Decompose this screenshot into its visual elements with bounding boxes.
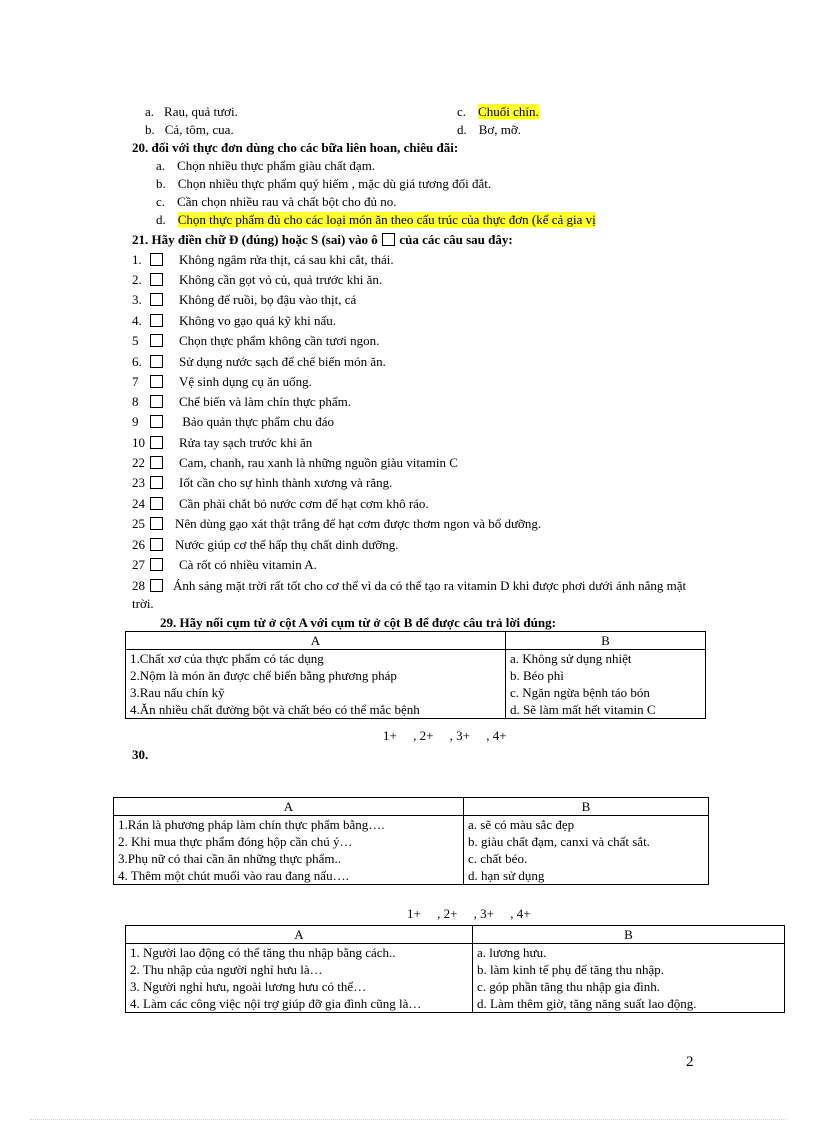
answer-checkbox[interactable] bbox=[150, 538, 163, 551]
q21-item: 1. Không ngâm rửa thịt, cá sau khi cắt, thái. bbox=[132, 252, 394, 267]
page-bottom-divider bbox=[30, 1119, 786, 1120]
answer-checkbox[interactable] bbox=[150, 456, 163, 469]
q30-header-b: B bbox=[464, 798, 709, 816]
q19-option-d: d. Bơ, mỡ. bbox=[457, 122, 522, 137]
q21-item: 28 Ánh sáng mặt trời rất tốt cho cơ thể vì da có thể tạo ra vitamin D khi được phơi dưới ánh nắng mặt bbox=[132, 578, 687, 593]
q21-item: 23 Iốt cần cho sự hình thành xương và răng. bbox=[132, 475, 393, 490]
q21-item: 25 Nên dùng gạo xát thật trắng để hạt cơm được thơm ngon và bổ dưỡng. bbox=[132, 516, 542, 531]
highlighted-answer: Chọn thực phẩm đủ cho các loại món ăn theo cấu trúc của thực đơn (kể cả gia vị bbox=[177, 212, 596, 227]
checkbox-sample-icon bbox=[382, 233, 395, 246]
answer-checkbox[interactable] bbox=[150, 497, 163, 510]
q21-item: 22 Cam, chanh, rau xanh là những nguồn giàu vitamin C bbox=[132, 455, 458, 470]
answer-checkbox[interactable] bbox=[150, 355, 163, 368]
q30-cell-a: 1.Rán là phương pháp làm chín thực phẩm bằng…. 2. Khi mua thực phẩm đóng hộp cần chú ý… 3.Phụ nữ có thai cần ăn những thực phẩm.. 4. Thêm một chút muối vào rau đang nấu…. bbox=[114, 816, 464, 885]
q29-header-a: A bbox=[126, 632, 506, 650]
q21-item: 2. Không cần gọt vỏ củ, quả trước khi ăn. bbox=[132, 272, 383, 287]
q21-item: 7 Vệ sinh dụng cụ ăn uống. bbox=[132, 374, 312, 389]
q29-header-b: B bbox=[506, 632, 706, 650]
q21-item-28-continuation: trời. bbox=[132, 596, 154, 611]
q29-table bbox=[125, 631, 706, 719]
q30-cell-b: a. sẽ có màu sắc đẹp b. giàu chất đạm, canxi và chất sắt. c. chất béo. d. hạn sử dụng bbox=[464, 816, 709, 885]
q20-option-a: a. Chọn nhiều thực phẩm giàu chất đạm. bbox=[156, 158, 376, 173]
answer-checkbox[interactable] bbox=[150, 517, 163, 530]
q30-header-a: A bbox=[114, 798, 464, 816]
answer-checkbox[interactable] bbox=[150, 436, 163, 449]
q20-option-b: b. Chọn nhiều thực phẩm quý hiếm , mặc dù giá tương đối đắt. bbox=[156, 176, 492, 191]
answer-checkbox[interactable] bbox=[150, 334, 163, 347]
q29-cell-a: 1.Chất xơ của thực phẩm có tác dụng 2.Nộm là món ăn được chế biến bằng phương pháp 3.Rau nấu chín kỹ 4.Ăn nhiều chất đường bột và chất béo có thể mắc bệnh bbox=[126, 650, 506, 719]
q29-title: 29. Hãy nối cụm từ ở cột A với cụm từ ở cột B để được câu trả lời đúng: bbox=[160, 615, 556, 630]
q21-item: 10 Rửa tay sạch trước khi ăn bbox=[132, 435, 313, 450]
highlighted-answer: Chuối chín. bbox=[478, 104, 539, 119]
q21-item: 8 Chế biến và làm chín thực phẩm. bbox=[132, 394, 352, 409]
q21-item: 5 Chọn thực phẩm không cần tươi ngon. bbox=[132, 333, 380, 348]
q30-table bbox=[113, 797, 709, 885]
q21-title: 21. Hãy điền chữ Đ (đúng) hoặc S (sai) vào ô của các câu sau đây: bbox=[132, 232, 513, 247]
answer-checkbox[interactable] bbox=[150, 253, 163, 266]
q21-item: 26 Nước giúp cơ thể hấp thụ chất dinh dưỡng. bbox=[132, 537, 399, 552]
q29-answers[interactable]: 1+ , 2+ , 3+ , 4+ bbox=[383, 728, 507, 743]
q19-option-a: a. Rau, quả tươi. bbox=[145, 104, 238, 119]
q19-option-c: c. Chuối chín. bbox=[457, 104, 539, 119]
answer-checkbox[interactable] bbox=[150, 395, 163, 408]
q31-cell-b: a. lương hưu. b. làm kinh tế phụ để tăng thu nhập. c. góp phần tăng thu nhập gia đình. d. Làm thêm giờ, tăng năng suất lao động. bbox=[473, 944, 785, 1013]
q21-item: 24 Cần phải chắt bỏ nước cơm để hạt cơm khô ráo. bbox=[132, 496, 429, 511]
q29-cell-b: a. Không sử dụng nhiệt b. Béo phì c. Ngăn ngừa bệnh táo bón d. Sẽ làm mất hết vitamin C bbox=[506, 650, 706, 719]
answer-checkbox[interactable] bbox=[150, 415, 163, 428]
q31-cell-a: 1. Người lao động có thể tăng thu nhập bằng cách.. 2. Thu nhập của người nghỉ hưu là… 3. Người nghỉ hưu, ngoài lương hưu có thể… 4. Làm các công việc nội trợ giúp đỡ gia đình cũng là… bbox=[126, 944, 473, 1013]
q31-header-a: A bbox=[126, 926, 473, 944]
answer-checkbox[interactable] bbox=[150, 476, 163, 489]
answer-checkbox[interactable] bbox=[150, 375, 163, 388]
answer-checkbox[interactable] bbox=[150, 293, 163, 306]
q21-item: 4. Không vo gạo quá kỹ khi nấu. bbox=[132, 313, 337, 328]
q20-option-c: c. Cần chọn nhiều rau và chất bột cho đủ no. bbox=[156, 194, 397, 209]
q31-header-b: B bbox=[473, 926, 785, 944]
page-number: 2 bbox=[686, 1054, 694, 1070]
answer-checkbox[interactable] bbox=[150, 579, 163, 592]
q30-answers[interactable]: 1+ , 2+ , 3+ , 4+ bbox=[407, 906, 531, 921]
q31-table bbox=[125, 925, 785, 1013]
answer-checkbox[interactable] bbox=[150, 273, 163, 286]
q21-item: 3. Không để ruồi, bọ đậu vào thịt, cá bbox=[132, 292, 357, 307]
q20-option-d: d. Chọn thực phẩm đủ cho các loại món ăn theo cấu trúc của thực đơn (kể cả gia vị bbox=[156, 212, 596, 227]
q21-item: 9 Bảo quản thực phẩm chu đáo bbox=[132, 414, 335, 429]
q21-item: 6. Sử dụng nước sạch để chế biến món ăn. bbox=[132, 354, 386, 369]
q19-option-b: b. Cá, tôm, cua. bbox=[145, 122, 234, 137]
q20-title: 20. đối với thực đơn dùng cho các bữa liên hoan, chiêu đãi: bbox=[132, 140, 459, 155]
q30-title: 30. bbox=[132, 747, 149, 762]
q21-item: 27 Cà rốt có nhiều vitamin A. bbox=[132, 557, 317, 572]
answer-checkbox[interactable] bbox=[150, 558, 163, 571]
answer-checkbox[interactable] bbox=[150, 314, 163, 327]
